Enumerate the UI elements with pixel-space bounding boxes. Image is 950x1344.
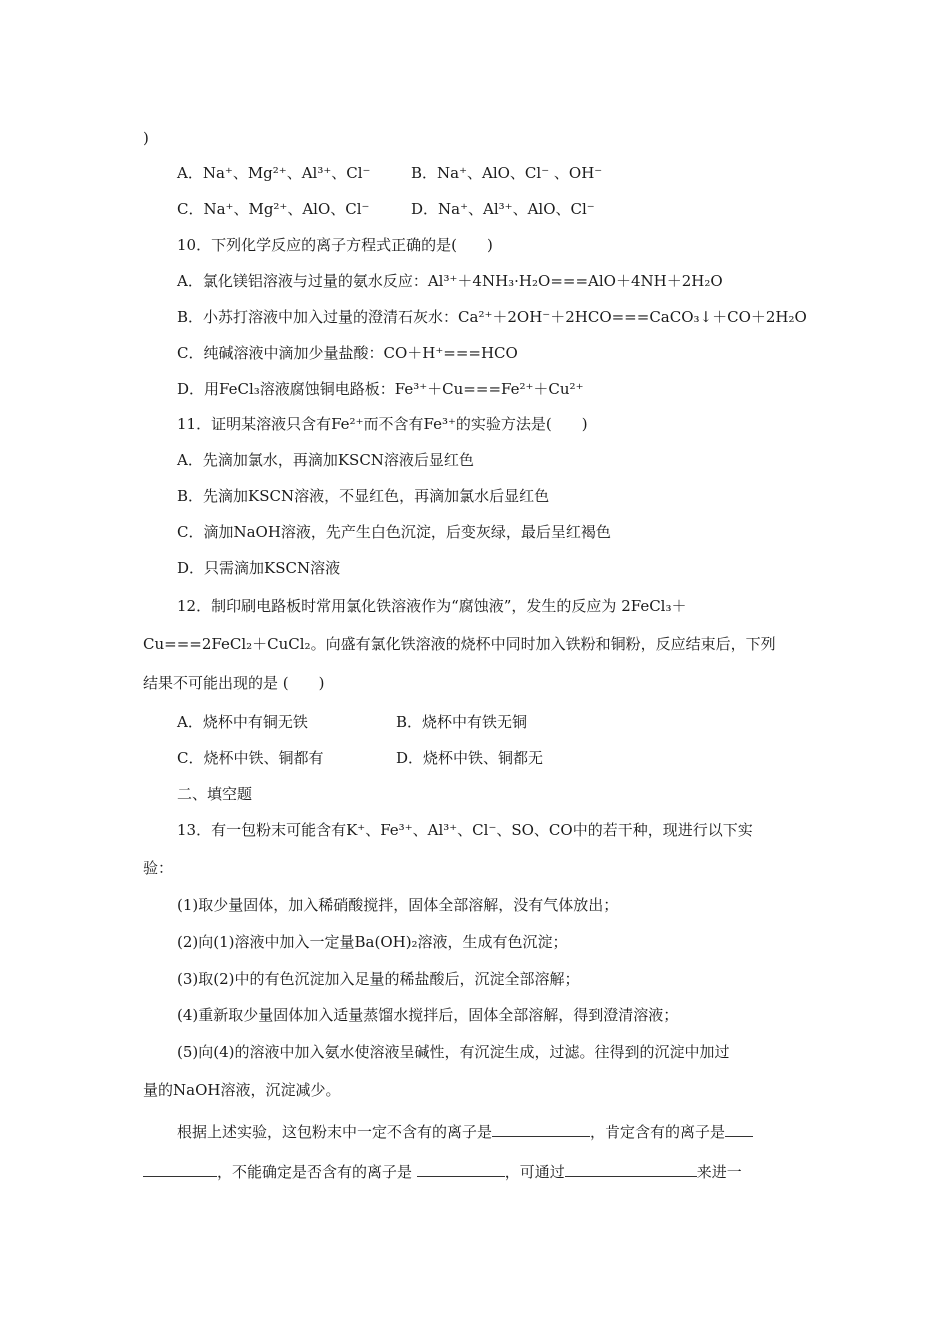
answer-text-2: ，肯定含有的离子是 — [590, 1123, 726, 1141]
q11-stem: 11．证明某溶液只含有Fe²⁺而不含有Fe³⁺的实验方法是( ) — [177, 415, 588, 433]
q9-option-d: D．Na⁺、Al³⁺、AlO、Cl⁻ — [411, 200, 595, 218]
section-heading-fill-in: 二、填空题 — [177, 785, 253, 803]
q12-stem-line1: 12．制印刷电路板时常用氯化铁溶液作为“腐蚀液”，发生的反应为 2FeCl₃＋ — [177, 597, 687, 615]
answer-text-3: ，不能确定是否含有的离子是 — [217, 1163, 417, 1181]
answer-text-4: ，可通过 — [504, 1163, 565, 1181]
q11-option-b: B．先滴加KSCN溶液，不显红色，再滴加氯水后显红色 — [177, 487, 550, 505]
q12-stem-line3: 结果不可能出现的是 ( ) — [143, 674, 325, 692]
q12-option-a: A．烧杯中有铜无铁 — [177, 713, 308, 731]
q10-option-b: B．小苏打溶液中加入过量的澄清石灰水：Ca²⁺＋2OH⁻＋2HCO===CaCO₃↓＋CO＋2H₂O — [177, 308, 807, 326]
q10-stem: 10．下列化学反应的离子方程式正确的是( ) — [177, 236, 493, 254]
q13-step-2: (2)向(1)溶液中加入一定量Ba(OH)₂溶液，生成有色沉淀； — [177, 933, 568, 951]
answer-blank-2b[interactable] — [143, 1161, 217, 1177]
q13-step-1: (1)取少量固体，加入稀硝酸搅拌，固体全部溶解，没有气体放出； — [177, 896, 619, 914]
q12-stem-line2: Cu===2FeCl₂＋CuCl₂。向盛有氯化铁溶液的烧杯中同时加入铁粉和铜粉，反应结束后，下列 — [143, 635, 776, 653]
q13-stem-line2: 验： — [143, 859, 174, 877]
q13-step-3: (3)取(2)中的有色沉淀加入足量的稀盐酸后，沉淀全部溶解； — [177, 970, 580, 988]
q10-option-d: D．用FeCl₃溶液腐蚀铜电路板：Fe³⁺＋Cu===Fe²⁺＋Cu²⁺ — [177, 380, 584, 398]
q12-option-c: C．烧杯中铁、铜都有 — [177, 749, 324, 767]
q12-option-d: D．烧杯中铁、铜都无 — [396, 749, 544, 767]
answer-blank-1[interactable] — [492, 1121, 590, 1137]
q9-option-b: B．Na⁺、AlO、Cl⁻ 、OH⁻ — [411, 164, 603, 182]
answer-blank-2a[interactable] — [725, 1121, 753, 1137]
answer-blank-4[interactable] — [565, 1161, 697, 1177]
option-close-paren: ) — [143, 129, 149, 147]
q13-step-4: (4)重新取少量固体加入适量蒸馏水搅拌后，固体全部溶解，得到澄清溶液； — [177, 1006, 679, 1024]
answer-blank-3[interactable] — [417, 1161, 505, 1177]
q13-step-5-line1: (5)向(4)的溶液中加入氨水使溶液呈碱性，有沉淀生成，过滤。往得到的沉淀中加过 — [177, 1043, 730, 1061]
answer-text-5: 来进一 — [696, 1163, 742, 1181]
q11-option-d: D．只需滴加KSCN溶液 — [177, 559, 341, 577]
q10-option-a: A．氯化镁铝溶液与过量的氨水反应：Al³⁺＋4NH₃·H₂O===AlO＋4NH＋2H₂O — [177, 272, 723, 290]
q11-option-c: C．滴加NaOH溶液，先产生白色沉淀，后变灰绿，最后呈红褐色 — [177, 523, 611, 541]
q11-option-a: A．先滴加氯水，再滴加KSCN溶液后显红色 — [177, 451, 474, 469]
q13-answer-line2 — [143, 1161, 742, 1182]
q13-answer-line1 — [177, 1121, 753, 1142]
q10-option-c: C．纯碱溶液中滴加少量盐酸：CO＋H⁺===HCO — [177, 344, 518, 362]
q9-option-a: A．Na⁺、Mg²⁺、Al³⁺、Cl⁻ — [177, 164, 371, 182]
q9-option-c: C．Na⁺、Mg²⁺、AlO、Cl⁻ — [177, 200, 370, 218]
answer-text-1: 根据上述实验，这包粉末中一定不含有的离子是 — [177, 1123, 493, 1141]
q13-stem-line1: 13．有一包粉末可能含有K⁺、Fe³⁺、Al³⁺、Cl⁻、SO、CO中的若干种，现进行以下实 — [177, 821, 753, 839]
q13-step-5-line2: 量的NaOH溶液，沉淀减少。 — [143, 1081, 341, 1099]
q12-option-b: B．烧杯中有铁无铜 — [396, 713, 528, 731]
